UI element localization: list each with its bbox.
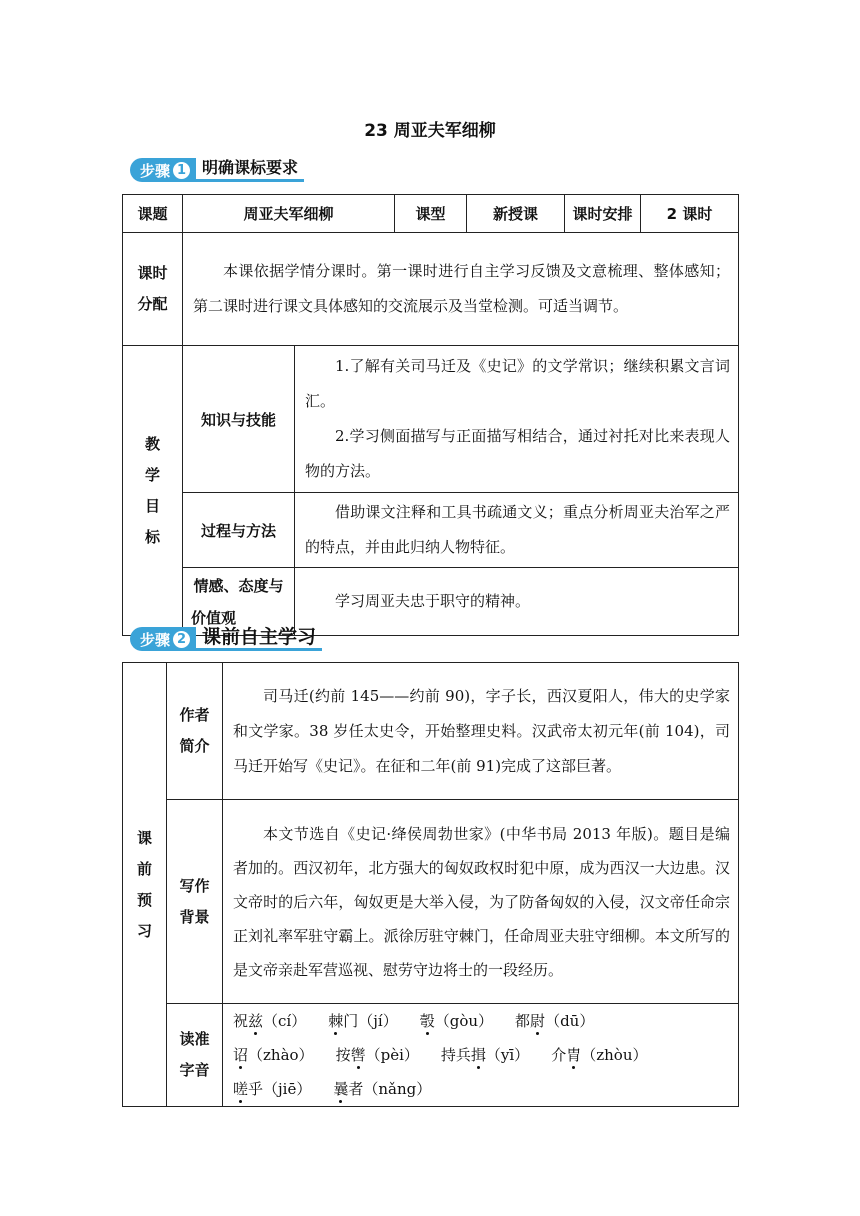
pronunciation-prefix: 祝 (233, 1012, 249, 1030)
pronunciation-pinyin: （dū） (545, 1012, 595, 1030)
pronunciation-key-char: 揖 (470, 1046, 486, 1064)
emotion-label-line2: 价值观 (191, 608, 237, 627)
allocation-label (123, 233, 183, 346)
pronunciation-key-char: 嗟 (233, 1080, 249, 1098)
pronunciation-item (515, 1004, 594, 1038)
background-label (167, 800, 223, 1004)
goal-knowledge-row (123, 346, 739, 493)
type-value: 新授课 (467, 195, 565, 233)
pronunciation-row-line (233, 1072, 732, 1106)
type-label: 课型 (395, 195, 467, 233)
pronunciation-label-line1: 读准 (179, 1030, 210, 1048)
knowledge-item1: 1.了解有关司马迁及《史记》的文学常识；继续积累文言词汇。 (305, 357, 731, 410)
pronunciation-pinyin: （zhào） (248, 1046, 314, 1064)
pronunciation-pinyin: （yī） (485, 1046, 530, 1064)
author-label (167, 663, 223, 800)
pronunciation-item (336, 1038, 419, 1072)
step2-banner (130, 627, 322, 651)
pronunciation-row (123, 1004, 739, 1107)
pronunciation-suffix: 门 (343, 1012, 359, 1030)
goal-process-row (123, 493, 739, 568)
process-label: 过程与方法 (183, 493, 295, 568)
pronunciation-prefix: 介 (551, 1046, 567, 1064)
pronunciation-item (551, 1038, 647, 1072)
knowledge-text (295, 346, 739, 493)
background-label-line1: 写作 (179, 876, 210, 895)
goals-label-char: 学 (144, 465, 160, 484)
pronunciation-key-char: 胄 (566, 1046, 582, 1064)
pronunciation-pinyin: （cí） (263, 1012, 307, 1030)
pronunciation-prefix: 都 (515, 1012, 531, 1030)
pronunciation-item (233, 1038, 314, 1072)
pronunciation-item (233, 1004, 306, 1038)
pronunciation-item (441, 1038, 529, 1072)
pronunciation-key-char: 尉 (530, 1012, 546, 1030)
emotion-label-line1: 情感、态度与 (193, 576, 284, 595)
curriculum-table (122, 194, 739, 636)
pronunciation-list (223, 1004, 739, 1107)
step2-number-icon: 2 (173, 631, 190, 648)
topic-label: 课题 (123, 195, 183, 233)
pronunciation-prefix: 按 (335, 1046, 351, 1064)
background-row (123, 800, 739, 1004)
pronunciation-item (328, 1004, 397, 1038)
pronunciation-prefix: 持兵 (440, 1046, 471, 1064)
knowledge-item2: 2.学习侧面描写与正面描写相结合，通过衬托对比来表现人物的方法。 (305, 427, 731, 480)
step1-number-icon: 1 (173, 162, 190, 179)
goals-label (123, 346, 183, 636)
pronunciation-key-char: 彀 (419, 1012, 435, 1030)
pronunciation-item (333, 1072, 431, 1106)
step2-heading: 课前自主学习 (196, 626, 322, 651)
pronunciation-item (420, 1004, 493, 1038)
preview-table (122, 662, 739, 1107)
preview-label-char: 习 (136, 921, 152, 940)
preview-label-char: 前 (136, 859, 152, 878)
page-title: 23 周亚夫军细柳 (364, 121, 496, 141)
allocation-text: 本课依据学情分课时。第一课时进行自主学习反馈及文意梳理、整体感知；第二课时进行课文具体感知的交流展示及当堂检测。可适当调节。 (183, 233, 739, 346)
pronunciation-pinyin: （jí） (358, 1012, 398, 1030)
preview-label-char: 预 (136, 890, 152, 909)
topic-value: 周亚夫军细柳 (183, 195, 395, 233)
pronunciation-pinyin: （gòu） (434, 1012, 494, 1030)
knowledge-label: 知识与技能 (183, 346, 295, 493)
pronunciation-row-line (233, 1004, 732, 1038)
pronunciation-key-char: 诏 (233, 1046, 249, 1064)
header-row (123, 195, 739, 233)
pronunciation-key-char: 曩 (333, 1080, 349, 1098)
author-label-line1: 作者 (179, 706, 210, 724)
allocation-row (123, 233, 739, 346)
background-label-line2: 背景 (179, 907, 210, 926)
pronunciation-key-char: 棘 (328, 1012, 344, 1030)
preview-section-label (123, 663, 167, 1107)
goals-label-char: 教 (144, 434, 160, 453)
emotion-text: 学习周亚夫忠于职守的精神。 (295, 568, 739, 636)
background-text: 本文节选自《史记·绛侯周勃世家》(中华书局 2013 年版)。题目是编者加的。西汉初年，北方强大的匈奴政权时犯中原，成为西汉一大边患。汉文帝时的后六年，匈奴更是大举入侵，为了防备匈奴的入侵，汉文帝任命宗正刘礼率军驻守霸上。派徐厉驻守棘门，任命周亚夫驻守细柳。本文所写的是文帝亲赴军营巡视、慰劳守边将士的一段经历。 (223, 800, 739, 1004)
author-row (123, 663, 739, 800)
goals-label-char: 标 (144, 527, 160, 546)
pronunciation-key-char: 辔 (350, 1046, 366, 1064)
schedule-value: 2 课时 (641, 195, 739, 233)
goals-label-char: 目 (144, 496, 160, 515)
pronunciation-label (167, 1004, 223, 1107)
step1-badge-text: 步骤 (140, 161, 171, 180)
pronunciation-suffix: 者 (348, 1080, 364, 1098)
step1-banner (130, 158, 304, 182)
pronunciation-key-char: 兹 (248, 1012, 264, 1030)
pronunciation-suffix: 乎 (248, 1080, 264, 1098)
pronunciation-item (233, 1072, 311, 1106)
step1-heading: 明确课标要求 (196, 157, 304, 182)
pronunciation-label-line2: 字音 (179, 1061, 210, 1079)
pronunciation-row-line (233, 1038, 732, 1072)
pronunciation-pinyin: （zhòu） (581, 1046, 648, 1064)
process-text: 借助课文注释和工具书疏通文义；重点分析周亚夫治军之严的特点，并由此归纳人物特征。 (295, 493, 739, 568)
author-text: 司马迁(约前 145——约前 90)，字子长，西汉夏阳人，伟大的史学家和文学家。38 岁任太史令，开始整理史料。汉武帝太初元年(前 104)，司马迁开始写《史记》。在征和二年(前 91)完成了这部巨著。 (223, 663, 739, 800)
author-label-line2: 简介 (179, 737, 210, 755)
allocation-label-line1: 课时 (137, 264, 168, 282)
schedule-label: 课时安排 (565, 195, 641, 233)
allocation-label-line2: 分配 (137, 295, 168, 313)
step1-badge (130, 158, 196, 182)
step2-badge (130, 627, 196, 651)
pronunciation-pinyin: （pèi） (365, 1046, 419, 1064)
pronunciation-pinyin: （jiē） (263, 1080, 312, 1098)
pronunciation-pinyin: （nǎng） (363, 1080, 432, 1098)
step2-badge-text: 步骤 (140, 630, 171, 649)
preview-label-char: 课 (136, 828, 152, 847)
